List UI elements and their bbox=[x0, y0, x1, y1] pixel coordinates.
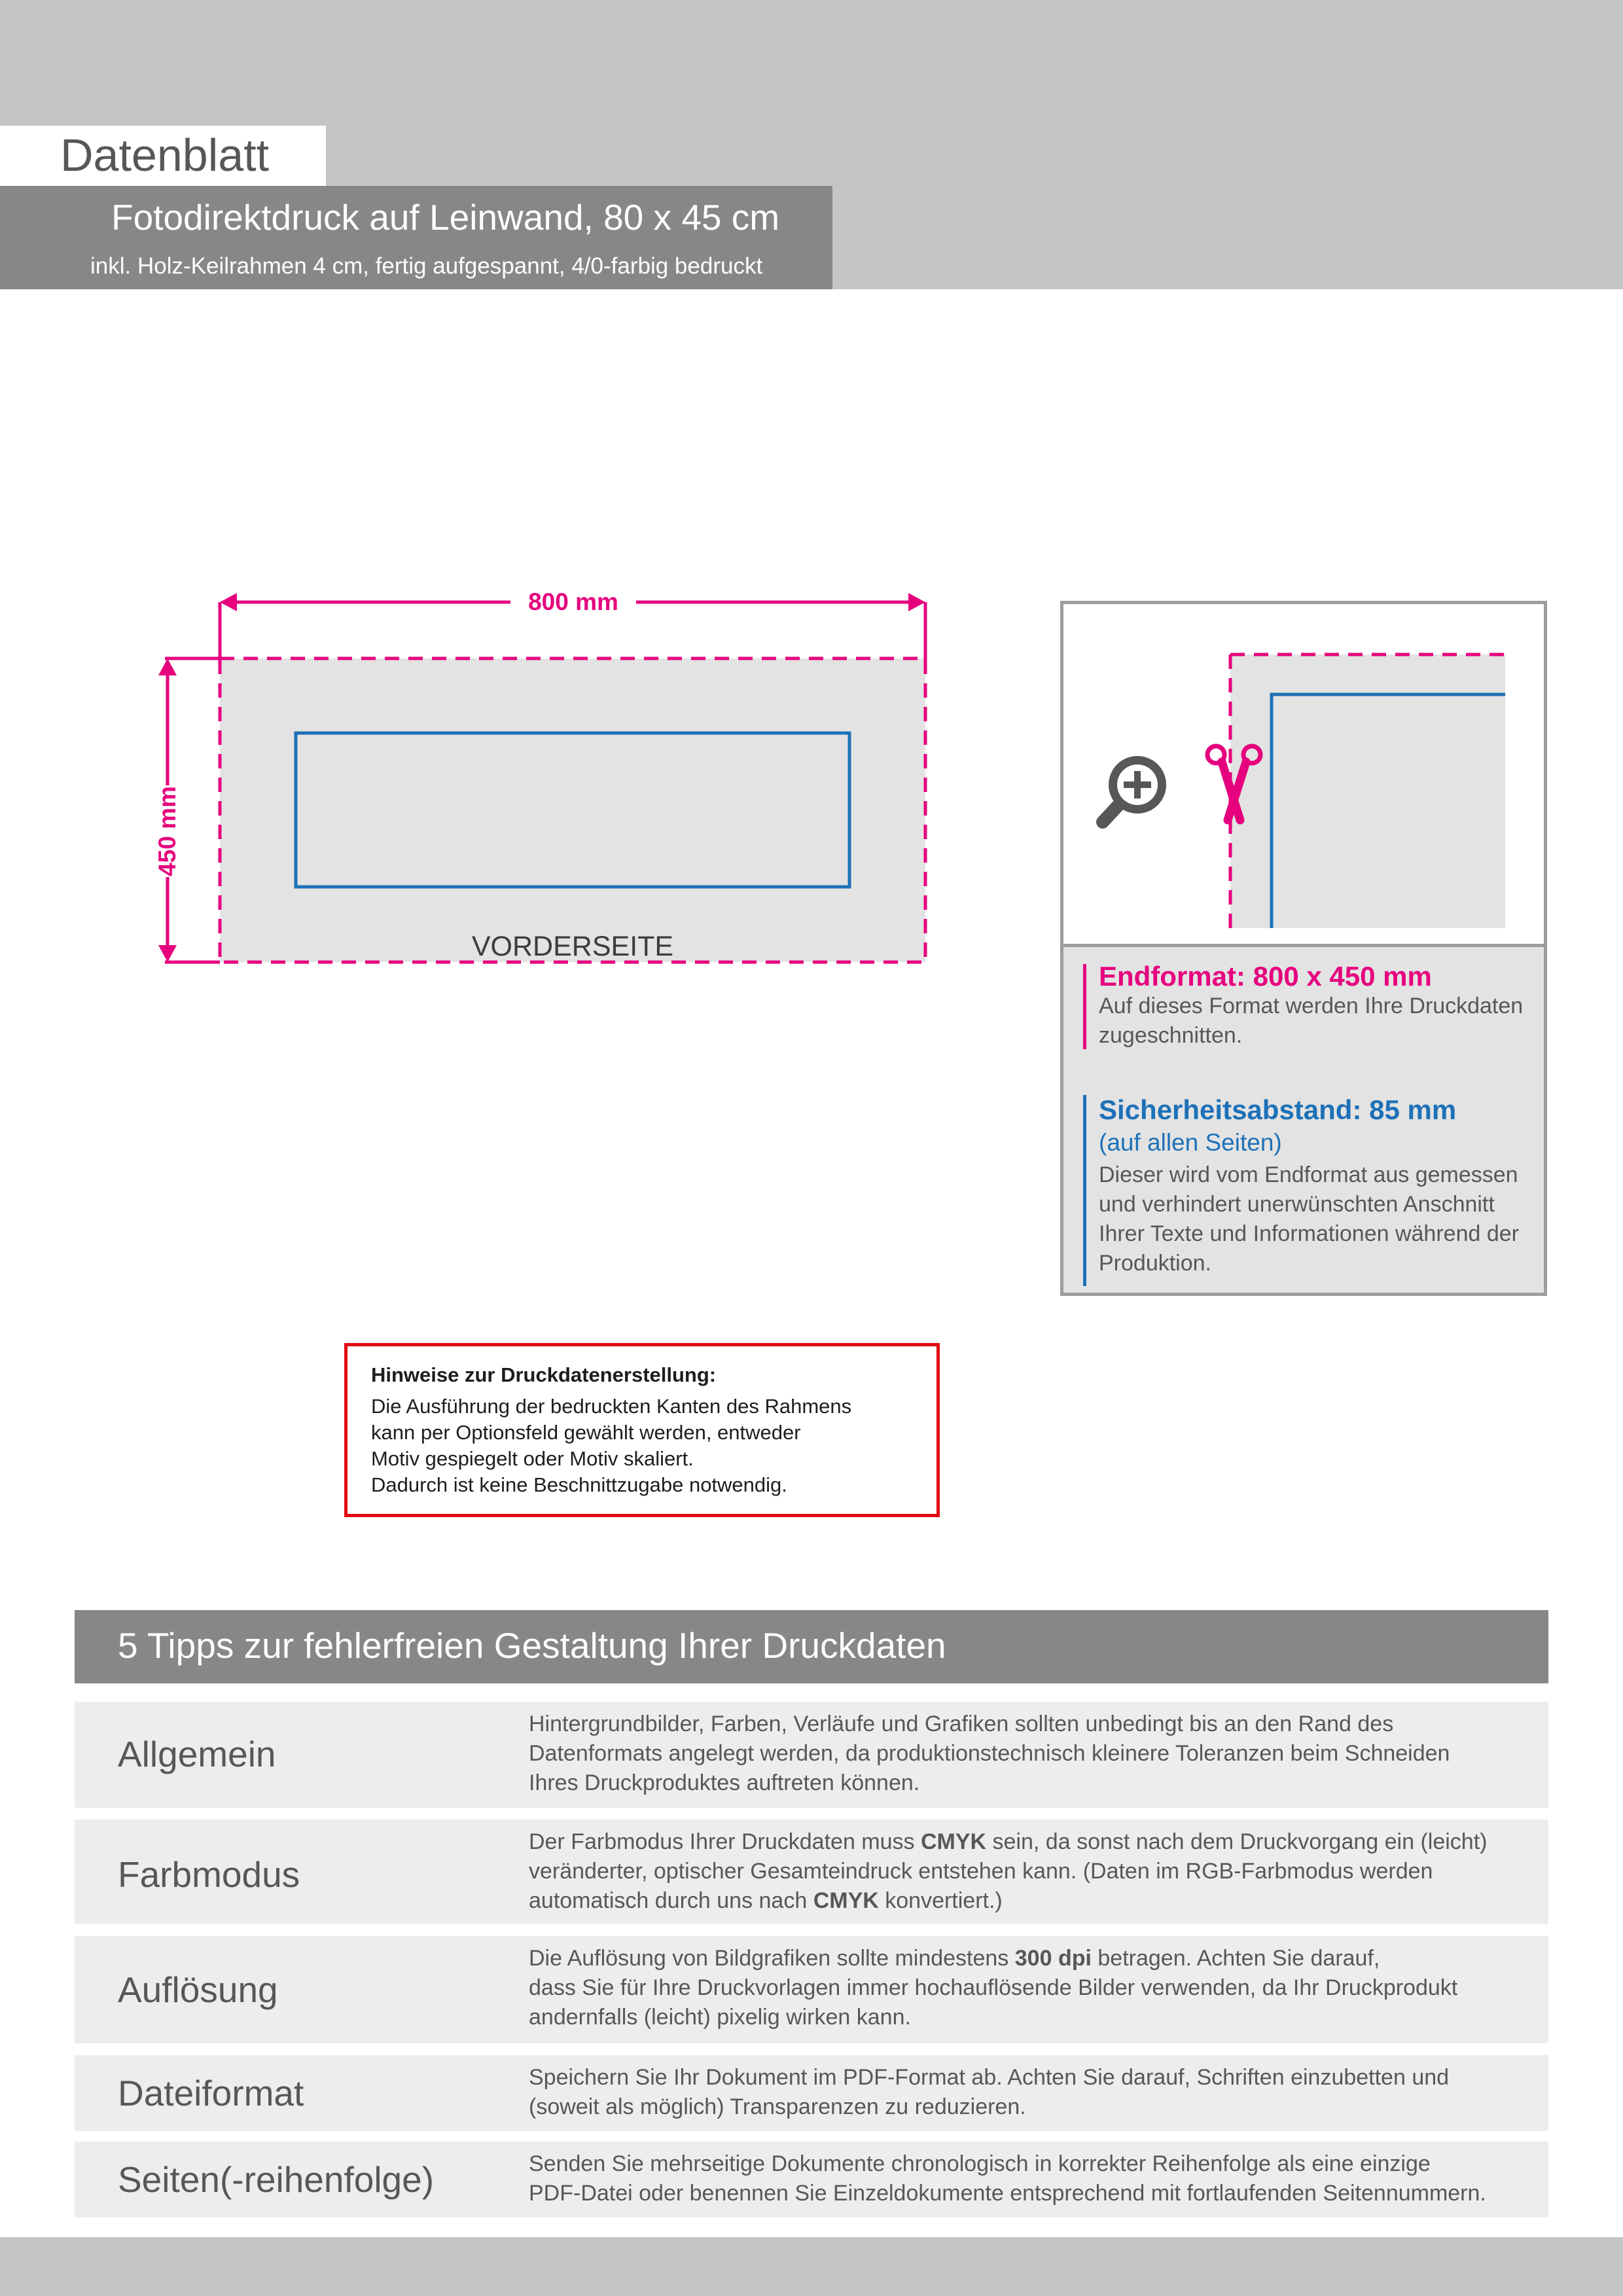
endformat-marker bbox=[1083, 964, 1086, 1049]
safety-subtitle: (auf allen Seiten) bbox=[1099, 1129, 1282, 1156]
safety-text-line: und verhindert unerwünschten Anschnitt bbox=[1099, 1192, 1495, 1217]
page-title: Datenblatt bbox=[60, 130, 270, 181]
safety-text-line: Dieser wird vom Endformat aus gemessen bbox=[1099, 1162, 1518, 1187]
tip-text-line: Die Auflösung von Bildgrafiken sollte mindestens 300 dpi betragen. Achten Sie darauf, bbox=[529, 1946, 1380, 1971]
tip-text bbox=[529, 2149, 1537, 2208]
product-details: inkl. Holz-Keilrahmen 4 cm, fertig aufgespannt, 4/0-farbig bedruckt bbox=[90, 253, 763, 279]
endformat-text-line: Auf dieses Format werden Ihre Druckdaten bbox=[1099, 994, 1524, 1018]
width-arrow-left bbox=[220, 593, 237, 611]
tip-label: Dateiformat bbox=[118, 2073, 304, 2113]
format-diagram bbox=[0, 563, 969, 1086]
footer-band bbox=[0, 2237, 1623, 2296]
zoom-detail-panel bbox=[1060, 601, 1547, 1296]
tip-text bbox=[529, 1710, 1537, 1798]
tip-text-line: andernfalls (leicht) pixelig wirken kann. bbox=[529, 2005, 911, 2030]
safety-marker bbox=[1083, 1095, 1086, 1286]
canvas-area bbox=[220, 658, 925, 962]
endformat-text-line: zugeschnitten. bbox=[1099, 1023, 1243, 1048]
height-arrow-top bbox=[158, 658, 177, 675]
tips-header bbox=[75, 1610, 1548, 1683]
safety-text bbox=[1099, 1160, 1550, 1278]
tip-text-line: Hintergrundbilder, Farben, Verläufe und Grafiken sollten unbedingt bis an den Rand des bbox=[529, 1712, 1394, 1736]
tip-text-line: Der Farbmodus Ihrer Druckdaten muss CMYK sein, da sonst nach dem Druckvorgang ein (leicht) bbox=[529, 1829, 1488, 1854]
width-label: 800 mm bbox=[528, 588, 618, 615]
safety-title: Sicherheitsabstand: 85 mm bbox=[1099, 1094, 1457, 1125]
side-label: VORDERSEITE bbox=[471, 931, 674, 962]
tip-row-dateiformat bbox=[75, 2055, 1548, 2131]
tip-row-farbmodus bbox=[75, 1820, 1548, 1924]
tip-label: Auflösung bbox=[118, 1969, 278, 2010]
tip-row-allgemein bbox=[75, 1702, 1548, 1808]
tip-text bbox=[529, 1827, 1537, 1916]
hint-line: Die Ausführung der bedruckten Kanten des Rahmens bbox=[371, 1395, 852, 1418]
tip-emphasis: CMYK bbox=[920, 1829, 987, 1854]
tip-text bbox=[529, 1944, 1537, 2032]
tip-row-aufloesung bbox=[75, 1936, 1548, 2043]
hint-line: Dadurch ist keine Beschnittzugabe notwendig. bbox=[371, 1473, 787, 1496]
tip-text-line: Datenformats angelegt werden, da produktionstechnisch kleinere Toleranzen beim Schneiden bbox=[529, 1741, 1450, 1766]
tip-text-line: automatisch durch uns nach CMYK konvertiert.) bbox=[529, 1888, 1003, 1913]
safety-text-line: Produktion. bbox=[1099, 1251, 1211, 1276]
tip-label: Seiten(-reihenfolge) bbox=[118, 2159, 435, 2200]
tip-text-line: PDF-Datei oder benennen Sie Einzeldokumente entsprechend mit fortlaufenden Seitennummern. bbox=[529, 2181, 1486, 2206]
tip-text bbox=[529, 2063, 1537, 2122]
tip-text-line: (soweit als möglich) Transparenzen zu reduzieren. bbox=[529, 2094, 1026, 2119]
product-title: Fotodirektdruck auf Leinwand, 80 x 45 cm bbox=[111, 197, 780, 238]
zoom-illustration bbox=[1063, 604, 1544, 947]
height-label: 450 mm bbox=[154, 786, 181, 876]
tip-label: Farbmodus bbox=[118, 1854, 300, 1895]
width-arrow-right bbox=[908, 593, 925, 611]
hint-line: kann per Optionsfeld gewählt werden, entweder bbox=[371, 1421, 801, 1444]
tip-text-line: Ihres Druckproduktes auftreten können. bbox=[529, 1770, 920, 1795]
tips-title: 5 Tipps zur fehlerfreien Gestaltung Ihrer Druckdaten bbox=[118, 1625, 946, 1666]
tip-row-seiten bbox=[75, 2142, 1548, 2217]
zoom-graphic bbox=[1063, 604, 1544, 944]
tip-emphasis: 300 dpi bbox=[1014, 1946, 1092, 1971]
height-arrow-bottom bbox=[158, 945, 177, 962]
tip-label: Allgemein bbox=[118, 1734, 276, 1774]
magnifier-plus-icon bbox=[1103, 756, 1166, 822]
endformat-text bbox=[1099, 992, 1550, 1050]
endformat-title: Endformat: 800 x 450 mm bbox=[1099, 961, 1432, 992]
print-hint-box bbox=[344, 1343, 940, 1517]
hint-line: Motiv gespiegelt oder Motiv skaliert. bbox=[371, 1447, 694, 1470]
hint-title: Hinweise zur Druckdatenerstellung: bbox=[371, 1363, 717, 1386]
safety-text-line: Ihrer Texte und Informationen während der bbox=[1099, 1221, 1519, 1246]
zoom-info bbox=[1063, 947, 1544, 1293]
tip-text-line: veränderter, optischer Gesamteindruck entstehen kann. (Daten im RGB-Farbmodus werden bbox=[529, 1859, 1433, 1884]
tip-text-line: Speichern Sie Ihr Dokument im PDF-Format ab. Achten Sie darauf, Schriften einzubetten und bbox=[529, 2065, 1450, 2090]
tip-text-line: Senden Sie mehrseitige Dokumente chronologisch in korrekter Reihenfolge als eine einzige bbox=[529, 2151, 1431, 2176]
tip-emphasis: CMYK bbox=[813, 1888, 879, 1913]
tip-text-line: dass Sie für Ihre Druckvorlagen immer hochauflösende Bilder verwenden, da Ihr Druckprodukt bbox=[529, 1975, 1458, 2000]
